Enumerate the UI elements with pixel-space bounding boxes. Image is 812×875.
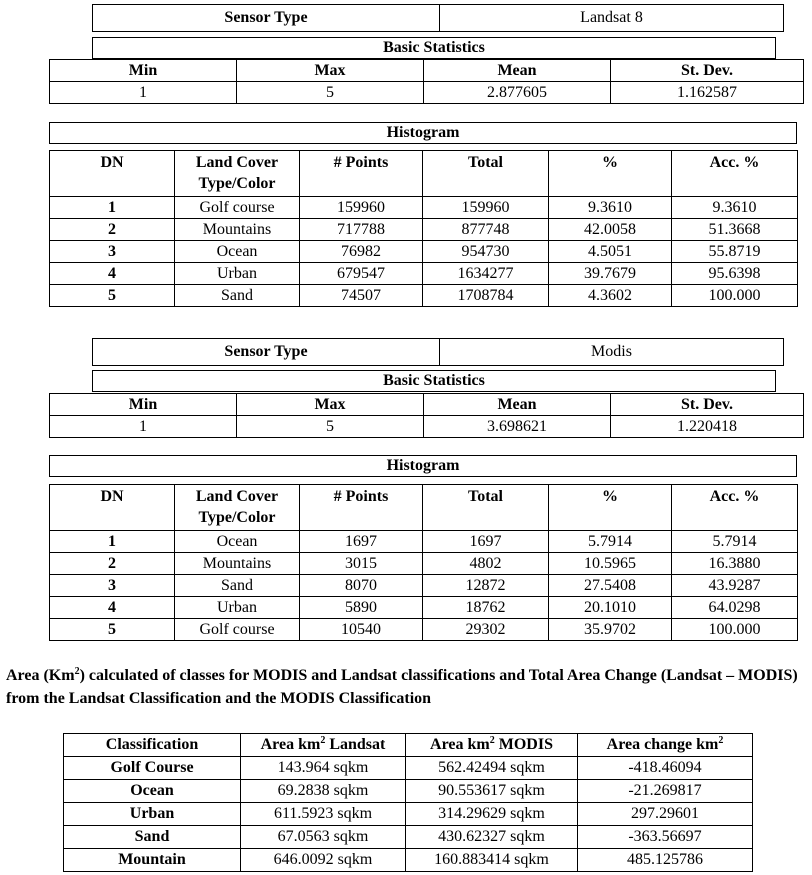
modis-histogram-table [49, 484, 798, 641]
area-row [64, 849, 753, 872]
total-cell: 12872 [423, 575, 549, 597]
caption-superscript: 2 [74, 666, 80, 677]
land-cover-cell: Golf course [175, 197, 300, 219]
percent-header: % [549, 485, 672, 531]
dn-cell: 4 [50, 597, 175, 619]
sensor-type-value: Landsat 8 [440, 5, 784, 32]
land-cover-cell: Golf course [175, 619, 300, 641]
mean-value: 2.877605 [424, 82, 611, 104]
classification-cell: Ocean [64, 780, 241, 803]
area-change-cell: 297.29601 [578, 803, 753, 826]
area-header-row [64, 734, 753, 757]
points-header: # Points [300, 485, 423, 531]
percent-cell: 39.7679 [549, 263, 672, 285]
max-value: 5 [237, 82, 424, 104]
area-header-modis: Area $km^2$ MODIS [406, 734, 578, 757]
modis-area-cell: 562.42494 sqkm [406, 757, 578, 780]
area-header-change: Area change $km^2$ [578, 734, 753, 757]
acc-percent-cell: 43.9287 [672, 575, 798, 597]
landsat-histogram-table [49, 150, 798, 307]
area-change-cell: 485.125786 [578, 849, 753, 872]
land-cover-header: Land Cover Type/Color [175, 151, 300, 197]
caption-text-start: Area (Km [6, 667, 75, 684]
histogram-title: Histogram [49, 455, 797, 477]
points-cell: 74507 [300, 285, 423, 307]
percent-cell: 5.7914 [549, 531, 672, 553]
classification-cell: Mountain [64, 849, 241, 872]
histogram-row [50, 531, 798, 553]
percent-cell: 10.5965 [549, 553, 672, 575]
acc-percent-header: Acc. % [672, 485, 798, 531]
histogram-row [50, 219, 798, 241]
dn-cell: 3 [50, 575, 175, 597]
histogram-row [50, 597, 798, 619]
land-cover-cell: Sand [175, 575, 300, 597]
total-header: Total [423, 485, 549, 531]
dn-cell: 1 [50, 197, 175, 219]
acc-percent-cell: 5.7914 [672, 531, 798, 553]
acc-percent-cell: 64.0298 [672, 597, 798, 619]
percent-cell: 42.0058 [549, 219, 672, 241]
sensor-type-label: Sensor Type [93, 5, 440, 32]
min-value: 1 [50, 82, 237, 104]
sensor-type-value: Modis [440, 339, 784, 366]
landsat-area-cell: 646.0092 sqkm [241, 849, 406, 872]
modis-area-cell: 430.62327 sqkm [406, 826, 578, 849]
histogram-row [50, 575, 798, 597]
acc-percent-header: Acc. % [672, 151, 798, 197]
land-cover-cell: Ocean [175, 531, 300, 553]
area-caption [6, 664, 806, 710]
points-cell: 5890 [300, 597, 423, 619]
points-cell: 10540 [300, 619, 423, 641]
sensor-type-label: Sensor Type [93, 339, 440, 366]
dn-header: DN [50, 151, 175, 197]
histogram-row [50, 619, 798, 641]
acc-percent-cell: 55.8719 [672, 241, 798, 263]
histogram-row [50, 553, 798, 575]
area-row [64, 757, 753, 780]
min-header: Min [50, 60, 237, 82]
total-cell: 29302 [423, 619, 549, 641]
land-cover-cell: Mountains [175, 553, 300, 575]
area-row [64, 780, 753, 803]
dn-header: DN [50, 485, 175, 531]
total-cell: 18762 [423, 597, 549, 619]
points-cell: 717788 [300, 219, 423, 241]
area-row [64, 803, 753, 826]
modis-sensor-table [92, 338, 784, 366]
landsat-area-cell: 143.964 sqkm [241, 757, 406, 780]
area-row [64, 826, 753, 849]
area-table [63, 733, 753, 872]
points-cell: 3015 [300, 553, 423, 575]
percent-cell: 27.5408 [549, 575, 672, 597]
modis-area-cell: 160.883414 sqkm [406, 849, 578, 872]
points-cell: 679547 [300, 263, 423, 285]
land-cover-header: Land Cover Type/Color [175, 485, 300, 531]
acc-percent-cell: 16.3880 [672, 553, 798, 575]
land-cover-cell: Urban [175, 263, 300, 285]
stdev-value: 1.162587 [611, 82, 804, 104]
statistics-header-row [50, 394, 804, 416]
histogram-header-row [50, 485, 798, 531]
dn-cell: 2 [50, 219, 175, 241]
dn-cell: 5 [50, 619, 175, 641]
total-cell: 1708784 [423, 285, 549, 307]
acc-percent-cell: 95.6398 [672, 263, 798, 285]
histogram-row [50, 197, 798, 219]
landsat-area-cell: 69.2838 sqkm [241, 780, 406, 803]
stdev-value: 1.220418 [611, 416, 804, 438]
landsat-area-cell: 611.5923 sqkm [241, 803, 406, 826]
percent-cell: 9.3610 [549, 197, 672, 219]
modis-statistics-table [49, 393, 804, 438]
acc-percent-cell: 51.3668 [672, 219, 798, 241]
dn-cell: 3 [50, 241, 175, 263]
mean-header: Mean [424, 394, 611, 416]
max-header: Max [237, 60, 424, 82]
total-cell: 1634277 [423, 263, 549, 285]
dn-cell: 1 [50, 531, 175, 553]
landsat-sensor-table [92, 4, 784, 32]
land-cover-cell: Ocean [175, 241, 300, 263]
histogram-row [50, 285, 798, 307]
basic-statistics-title: Basic Statistics [92, 37, 776, 59]
percent-cell: 20.1010 [549, 597, 672, 619]
stdev-header: St. Dev. [611, 60, 804, 82]
percent-cell: 4.3602 [549, 285, 672, 307]
histogram-title: Histogram [49, 122, 797, 144]
total-cell: 877748 [423, 219, 549, 241]
modis-area-cell: 90.553617 sqkm [406, 780, 578, 803]
total-header: Total [423, 151, 549, 197]
total-cell: 4802 [423, 553, 549, 575]
percent-header: % [549, 151, 672, 197]
basic-statistics-title: Basic Statistics [92, 370, 776, 392]
mean-header: Mean [424, 60, 611, 82]
statistics-value-row [50, 82, 804, 104]
area-header-landsat: Area $km^2$ Landsat [241, 734, 406, 757]
min-header: Min [50, 394, 237, 416]
statistics-header-row [50, 60, 804, 82]
total-cell: 954730 [423, 241, 549, 263]
acc-percent-cell: 100.000 [672, 285, 798, 307]
points-cell: 159960 [300, 197, 423, 219]
histogram-row [50, 241, 798, 263]
landsat-statistics-table [49, 59, 804, 104]
landsat-area-cell: 67.0563 sqkm [241, 826, 406, 849]
land-cover-cell: Mountains [175, 219, 300, 241]
points-cell: 8070 [300, 575, 423, 597]
classification-cell: Sand [64, 826, 241, 849]
area-change-cell: -21.269817 [578, 780, 753, 803]
total-cell: 159960 [423, 197, 549, 219]
histogram-header-row [50, 151, 798, 197]
histogram-row [50, 263, 798, 285]
points-cell: 1697 [300, 531, 423, 553]
percent-cell: 35.9702 [549, 619, 672, 641]
modis-area-cell: 314.29629 sqkm [406, 803, 578, 826]
dn-cell: 5 [50, 285, 175, 307]
acc-percent-cell: 100.000 [672, 619, 798, 641]
classification-cell: Golf Course [64, 757, 241, 780]
total-cell: 1697 [423, 531, 549, 553]
max-header: Max [237, 394, 424, 416]
statistics-value-row [50, 416, 804, 438]
dn-cell: 4 [50, 263, 175, 285]
points-header: # Points [300, 151, 423, 197]
area-change-cell: -363.56697 [578, 826, 753, 849]
stdev-header: St. Dev. [611, 394, 804, 416]
dn-cell: 2 [50, 553, 175, 575]
mean-value: 3.698621 [424, 416, 611, 438]
land-cover-cell: Urban [175, 597, 300, 619]
caption-text-end: ) calculated of classes for MODIS and Landsat classifications and Total Area Change (Landsat – MODIS) from the Landsat Classification and the MODIS Classification [6, 667, 798, 707]
min-value: 1 [50, 416, 237, 438]
max-value: 5 [237, 416, 424, 438]
area-change-cell: -418.46094 [578, 757, 753, 780]
percent-cell: 4.5051 [549, 241, 672, 263]
area-header-classification: Classification [64, 734, 241, 757]
acc-percent-cell: 9.3610 [672, 197, 798, 219]
points-cell: 76982 [300, 241, 423, 263]
classification-cell: Urban [64, 803, 241, 826]
land-cover-cell: Sand [175, 285, 300, 307]
